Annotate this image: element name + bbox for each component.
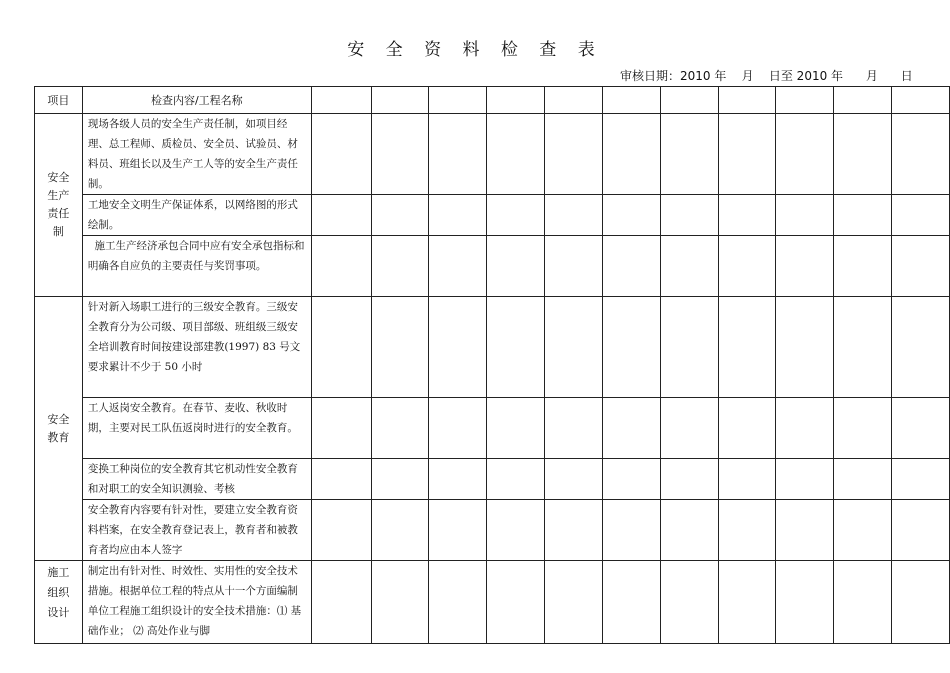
check-cell[interactable] xyxy=(776,236,834,297)
header-category: 项目 xyxy=(35,87,83,114)
project-column[interactable] xyxy=(834,87,892,114)
table-row xyxy=(35,459,950,500)
check-cell[interactable] xyxy=(545,500,603,561)
table-row xyxy=(35,297,950,398)
check-cell[interactable] xyxy=(311,459,371,500)
check-item xyxy=(82,561,311,644)
check-cell[interactable] xyxy=(660,114,718,195)
project-column[interactable] xyxy=(371,87,429,114)
check-cell[interactable] xyxy=(429,297,487,398)
check-cell[interactable] xyxy=(429,114,487,195)
category-cell: 安全教育 xyxy=(35,297,83,561)
check-cell[interactable] xyxy=(487,561,545,644)
check-cell[interactable] xyxy=(602,561,660,644)
check-cell[interactable] xyxy=(892,398,950,459)
check-cell[interactable] xyxy=(545,236,603,297)
project-column[interactable] xyxy=(487,87,545,114)
check-cell[interactable] xyxy=(834,236,892,297)
check-cell[interactable] xyxy=(545,459,603,500)
check-cell[interactable] xyxy=(487,114,545,195)
check-cell[interactable] xyxy=(718,114,776,195)
check-cell[interactable] xyxy=(602,500,660,561)
check-cell[interactable] xyxy=(602,114,660,195)
check-cell[interactable] xyxy=(371,114,429,195)
check-cell[interactable] xyxy=(718,500,776,561)
table-row xyxy=(35,114,950,195)
check-cell[interactable] xyxy=(718,195,776,236)
project-column[interactable] xyxy=(660,87,718,114)
check-cell[interactable] xyxy=(371,459,429,500)
check-cell[interactable] xyxy=(718,236,776,297)
check-cell[interactable] xyxy=(602,398,660,459)
check-cell[interactable] xyxy=(660,398,718,459)
check-cell[interactable] xyxy=(602,459,660,500)
check-cell[interactable] xyxy=(660,195,718,236)
check-cell[interactable] xyxy=(776,195,834,236)
check-cell[interactable] xyxy=(371,297,429,398)
check-cell[interactable] xyxy=(892,236,950,297)
check-item: 针对新入场职工进行的三级安全教育。三级安全教育分为公司级、项目部级、班组级三级安全培训教育时间按建设部建教(1997) 83 号文要求累计不少于 50 小时 xyxy=(82,297,311,398)
check-cell[interactable] xyxy=(776,459,834,500)
check-cell[interactable] xyxy=(776,114,834,195)
check-cell[interactable] xyxy=(602,195,660,236)
check-cell[interactable] xyxy=(892,297,950,398)
check-cell[interactable] xyxy=(545,398,603,459)
project-column[interactable] xyxy=(545,87,603,114)
check-cell[interactable] xyxy=(487,459,545,500)
check-cell[interactable] xyxy=(660,236,718,297)
check-item: 工人返岗安全教育。在春节、麦收、秋收时期，主要对民工队伍返岗时进行的安全教育。 xyxy=(82,398,311,459)
check-item: 施工生产经济承包合同中应有安全承包指标和明确各自应负的主要责任与奖罚事项。 xyxy=(82,236,311,297)
check-cell[interactable] xyxy=(660,561,718,644)
check-cell[interactable] xyxy=(834,297,892,398)
check-cell[interactable] xyxy=(660,297,718,398)
check-cell[interactable] xyxy=(429,500,487,561)
check-item: 工地安全文明生产保证体系，以网络图的形式绘制。 xyxy=(82,195,311,236)
check-cell[interactable] xyxy=(545,114,603,195)
check-cell[interactable] xyxy=(487,236,545,297)
check-item: 变换工种岗位的安全教育其它机动性安全教育和对职工的安全知识测验、考核 xyxy=(82,459,311,500)
check-cell[interactable] xyxy=(429,195,487,236)
table-row xyxy=(35,561,950,644)
check-cell[interactable] xyxy=(892,561,950,644)
check-cell[interactable] xyxy=(371,195,429,236)
check-cell[interactable] xyxy=(429,561,487,644)
check-cell[interactable] xyxy=(892,114,950,195)
project-column[interactable] xyxy=(429,87,487,114)
check-cell[interactable] xyxy=(892,459,950,500)
check-cell[interactable] xyxy=(718,561,776,644)
check-cell[interactable] xyxy=(834,561,892,644)
page-title: 安 全 资 料 检 查 表 xyxy=(347,40,603,60)
header-row xyxy=(35,87,950,114)
check-cell[interactable] xyxy=(371,398,429,459)
check-cell[interactable] xyxy=(371,561,429,644)
table-row xyxy=(35,195,950,236)
table-row xyxy=(35,236,950,297)
check-cell[interactable] xyxy=(718,297,776,398)
check-cell[interactable] xyxy=(311,236,371,297)
check-cell[interactable] xyxy=(834,398,892,459)
check-cell[interactable] xyxy=(602,297,660,398)
inspection-table xyxy=(34,86,950,644)
check-cell[interactable] xyxy=(487,297,545,398)
check-cell[interactable] xyxy=(487,500,545,561)
project-column[interactable] xyxy=(892,87,950,114)
check-cell[interactable] xyxy=(776,297,834,398)
check-cell[interactable] xyxy=(429,236,487,297)
category-cell: 施工组织设计 xyxy=(35,561,83,644)
check-item-text: 制定出有针对性、时效性、实用性的安全技术措施。根据单位工程的特点从十一个方面编制单位工程施工组织设计的安全技术措施：⑴ 基础作业； ⑵ 高处作业与脚 xyxy=(87,565,302,637)
check-cell[interactable] xyxy=(776,561,834,644)
table-row xyxy=(35,398,950,459)
check-cell[interactable] xyxy=(311,297,371,398)
check-cell[interactable] xyxy=(892,500,950,561)
check-cell[interactable] xyxy=(660,500,718,561)
check-cell[interactable] xyxy=(834,114,892,195)
check-cell[interactable] xyxy=(892,195,950,236)
audit-date: 审核日期：2010 年 月 日至 2010 年 月 日 xyxy=(620,69,913,83)
check-item: 现场各级人员的安全生产责任制，如项目经理、总工程师、质检员、安全员、试验员、材料员、班组长以及生产工人等的安全生产责任制。 xyxy=(82,114,311,195)
check-cell[interactable] xyxy=(311,195,371,236)
check-cell[interactable] xyxy=(834,195,892,236)
check-cell[interactable] xyxy=(311,561,371,644)
project-column[interactable] xyxy=(776,87,834,114)
check-cell[interactable] xyxy=(311,114,371,195)
check-cell[interactable] xyxy=(545,561,603,644)
check-cell[interactable] xyxy=(545,195,603,236)
check-cell[interactable] xyxy=(718,459,776,500)
check-cell[interactable] xyxy=(660,459,718,500)
check-cell[interactable] xyxy=(429,459,487,500)
check-item: 安全教育内容要有针对性，要建立安全教育资料档案，在安全教育登记表上，教育者和被教育者均应由本人签字 xyxy=(82,500,311,561)
header-content: 检查内容/工程名称 xyxy=(82,87,311,114)
check-cell[interactable] xyxy=(371,500,429,561)
check-cell[interactable] xyxy=(718,398,776,459)
category-cell: 安全生产责任制 xyxy=(35,114,83,297)
check-cell[interactable] xyxy=(776,398,834,459)
check-cell[interactable] xyxy=(834,500,892,561)
check-cell[interactable] xyxy=(311,398,371,459)
check-cell[interactable] xyxy=(545,297,603,398)
project-column[interactable] xyxy=(602,87,660,114)
project-column[interactable] xyxy=(311,87,371,114)
check-cell[interactable] xyxy=(834,459,892,500)
check-cell[interactable] xyxy=(371,236,429,297)
check-cell[interactable] xyxy=(487,195,545,236)
check-cell[interactable] xyxy=(602,236,660,297)
check-cell[interactable] xyxy=(487,398,545,459)
check-cell[interactable] xyxy=(429,398,487,459)
project-column[interactable] xyxy=(718,87,776,114)
check-cell[interactable] xyxy=(776,500,834,561)
check-cell[interactable] xyxy=(311,500,371,561)
table-row xyxy=(35,500,950,561)
